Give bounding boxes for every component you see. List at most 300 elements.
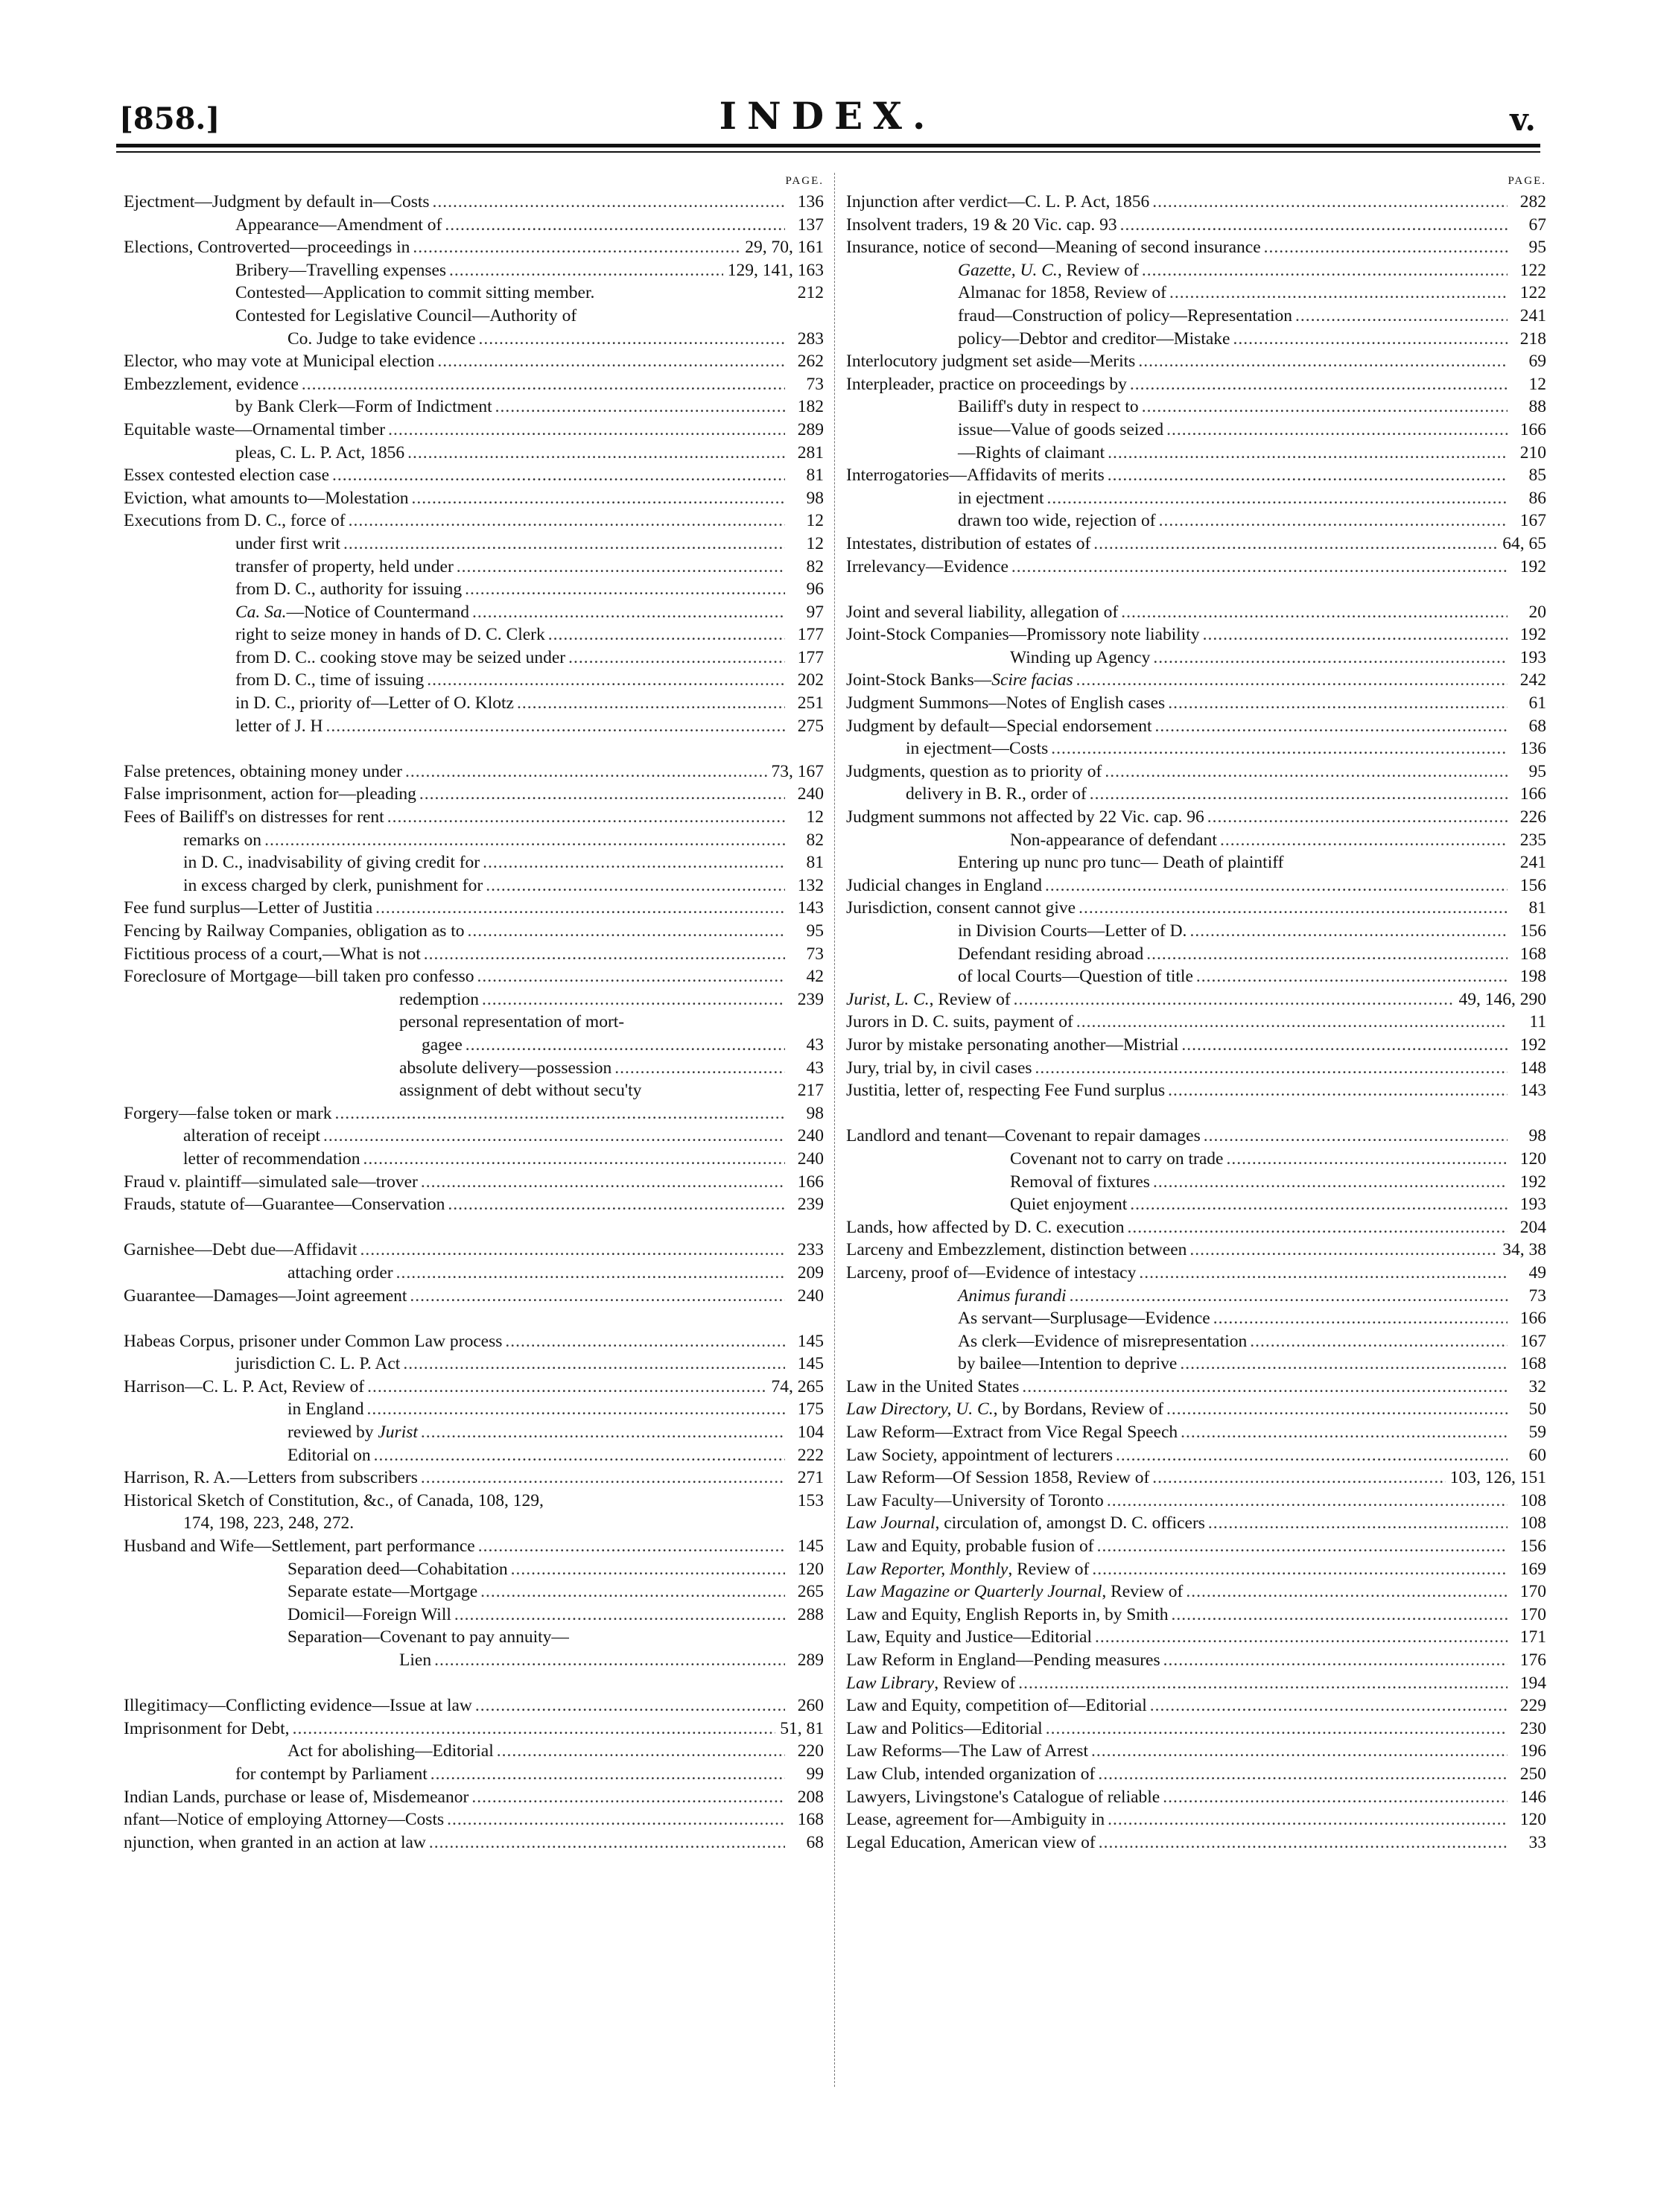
entry-page: 204 — [1519, 1217, 1546, 1237]
leader-dots — [1153, 646, 1508, 670]
entry-page: 99 — [806, 1764, 824, 1784]
index-entry — [124, 373, 824, 396]
leader-dots — [1018, 1672, 1508, 1695]
index-entry — [846, 1421, 1546, 1444]
index-entry — [846, 1580, 1546, 1604]
entry-page: 12 — [806, 533, 824, 553]
entry-text: Appearance—Amendment of — [235, 214, 442, 235]
entry-text: Quiet enjoyment — [1010, 1195, 1128, 1215]
entry-text: Fictitious process of a court,—What is not — [124, 944, 421, 964]
leader-dots — [388, 419, 785, 442]
index-entry — [124, 282, 824, 305]
page-column-label: PAGE. — [785, 175, 824, 187]
index-entry — [124, 1466, 824, 1490]
entry-page: 212 — [797, 283, 824, 303]
leader-dots — [1035, 1057, 1508, 1080]
entry-page: 97 — [806, 602, 824, 622]
entry-text: Equitable waste—Ornamental timber — [124, 419, 386, 439]
entry-text: Embezzlement, evidence — [124, 374, 299, 394]
index-entry — [124, 1079, 824, 1102]
entry-text: Harrison—C. L. P. Act, Review of — [124, 1376, 365, 1396]
entry-page: 120 — [1519, 1810, 1546, 1830]
leader-dots — [1099, 1831, 1508, 1855]
entry-page: 148 — [1519, 1058, 1546, 1078]
entry-page: 73 — [806, 944, 824, 964]
index-entry — [124, 487, 824, 510]
leader-dots — [1181, 1421, 1508, 1444]
entry-text: fraud—Construction of policy—Representation — [958, 305, 1293, 325]
index-entry — [846, 236, 1546, 259]
leader-dots — [366, 1398, 785, 1421]
index-entry — [124, 1353, 824, 1376]
leader-dots — [1047, 487, 1508, 510]
leader-dots — [497, 1740, 785, 1763]
entry-text: Law Club, intended organization of — [846, 1764, 1096, 1784]
index-entry — [124, 442, 824, 465]
index-entry — [846, 556, 1546, 579]
entry-page: 49, 146, 290 — [1458, 989, 1546, 1009]
entry-page: 222 — [797, 1445, 824, 1465]
leader-dots — [1208, 1512, 1508, 1535]
entry-text: Foreclosure of Mortgage—bill taken pro confesso — [124, 967, 474, 987]
leader-dots — [1152, 1466, 1445, 1490]
entry-text: for contempt by Parliament — [235, 1764, 428, 1784]
blank-line — [124, 737, 824, 760]
entry-page: 82 — [806, 556, 824, 576]
entry-page: 73 — [806, 374, 824, 394]
entry-text: As servant—Surplusage—Evidence — [958, 1309, 1210, 1329]
leader-dots — [447, 1808, 785, 1831]
index-entry — [124, 1808, 824, 1831]
entry-text: Ca. Sa.—Notice of Countermand — [235, 602, 469, 622]
leader-dots — [1076, 669, 1508, 692]
index-entry — [124, 1740, 824, 1763]
entry-text: Harrison, R. A.—Letters from subscribers — [124, 1468, 418, 1488]
index-entry — [124, 1580, 824, 1604]
index-entry — [846, 669, 1546, 692]
index-entry — [124, 1694, 824, 1717]
entry-page: 177 — [797, 647, 824, 667]
index-entry — [846, 1694, 1546, 1717]
leader-dots — [1121, 601, 1508, 624]
index-entry — [846, 1626, 1546, 1649]
leader-dots — [1070, 1285, 1508, 1308]
leader-dots — [1220, 829, 1508, 852]
entry-page: 34, 38 — [1502, 1240, 1546, 1260]
leader-dots — [465, 578, 785, 601]
entry-text: Judgment Summons—Notes of English cases — [846, 693, 1166, 714]
index-entry — [846, 373, 1546, 396]
entry-text: Forgery—false token or mark — [124, 1103, 332, 1123]
index-entry — [846, 829, 1546, 852]
leader-dots — [1233, 328, 1508, 351]
index-entry — [124, 1171, 824, 1194]
entry-page: 226 — [1519, 807, 1546, 827]
entry-page: 170 — [1519, 1604, 1546, 1624]
leader-dots — [1150, 1694, 1508, 1717]
entry-page: 69 — [1528, 352, 1546, 372]
entry-page: 156 — [1519, 875, 1546, 895]
entry-text: Essex contested election case — [124, 465, 330, 486]
entry-page: 170 — [1519, 1582, 1546, 1602]
leader-dots — [1046, 1717, 1508, 1741]
leader-dots — [482, 988, 785, 1011]
index-entry — [846, 806, 1546, 829]
entry-page: 166 — [1519, 419, 1546, 439]
entry-page: 82 — [806, 830, 824, 850]
index-entry — [846, 1717, 1546, 1741]
entry-text: letter of recommendation — [183, 1148, 360, 1169]
index-entry — [846, 259, 1546, 282]
entry-text: Insurance, notice of second—Meaning of second insurance — [846, 238, 1261, 258]
entry-text: Bailiff's duty in respect to — [958, 397, 1139, 417]
entry-page: 12 — [806, 511, 824, 531]
index-entry — [846, 509, 1546, 533]
leader-dots — [1250, 1330, 1508, 1353]
entry-text: Entering up nunc pro tunc— Death of plaintiff — [958, 853, 1284, 873]
entry-text: Historical Sketch of Constitution, &c., of Canada, 108, 129, — [124, 1490, 544, 1510]
leader-dots — [1093, 533, 1498, 556]
entry-page: 235 — [1519, 830, 1546, 850]
entry-text: False pretences, obtaining money under — [124, 761, 402, 781]
entry-text: Winding up Agency — [1010, 647, 1151, 667]
entry-text: Joint and several liability, allegation of — [846, 602, 1119, 622]
header-rule-thin — [116, 151, 1540, 153]
entry-text: Jurisdiction, consent cannot give — [846, 898, 1076, 918]
entry-page: 67 — [1528, 214, 1546, 235]
entry-text: in excess charged by clerk, punishment for — [183, 875, 483, 895]
entry-text: Jury, trial by, in civil cases — [846, 1058, 1032, 1078]
entry-text: Law, Equity and Justice—Editorial — [846, 1627, 1093, 1647]
leader-dots — [1169, 282, 1508, 305]
index-entry — [124, 829, 824, 852]
leader-dots — [1142, 259, 1508, 282]
entry-page: 145 — [797, 1536, 824, 1557]
leader-dots — [1207, 806, 1508, 829]
entry-text: Judgments, question as to priority of — [846, 761, 1102, 781]
page-title: INDEX. — [719, 94, 936, 138]
index-entry — [124, 1330, 824, 1353]
leader-dots — [387, 806, 785, 829]
leader-dots — [1168, 1079, 1508, 1102]
page-header — [0, 94, 1655, 146]
index-entry — [846, 715, 1546, 738]
leader-dots — [424, 943, 785, 966]
entry-page: 250 — [1519, 1764, 1546, 1784]
entry-page: 156 — [1519, 921, 1546, 941]
leader-dots — [1226, 1148, 1508, 1171]
leader-dots — [1090, 783, 1508, 806]
index-entry — [846, 1604, 1546, 1627]
entry-text: Law Reforms—The Law of Arrest — [846, 1741, 1088, 1761]
leader-dots — [1014, 988, 1455, 1011]
entry-page: 166 — [797, 1172, 824, 1192]
entry-page: 289 — [797, 1650, 824, 1670]
leader-dots — [1045, 874, 1508, 897]
entry-page: 175 — [797, 1399, 824, 1420]
entry-text: reviewed by Jurist — [288, 1423, 418, 1443]
leader-dots — [1130, 1193, 1508, 1216]
entry-page: 32 — [1528, 1376, 1546, 1396]
entry-text: from D. C.. cooking stove may be seized under — [235, 647, 566, 667]
index-entry — [124, 1604, 824, 1627]
entry-page: 194 — [1519, 1673, 1546, 1693]
leader-dots — [1181, 1034, 1508, 1057]
leader-dots — [1168, 692, 1508, 715]
leader-dots — [1159, 509, 1508, 533]
header-year: [858.] — [119, 101, 220, 136]
entry-page: 281 — [797, 442, 824, 463]
entry-text: Law Magazine or Quarterly Journal, Review of — [846, 1582, 1184, 1602]
entry-page: 229 — [1519, 1696, 1546, 1716]
entry-text: Larceny, proof of—Evidence of intestacy — [846, 1262, 1137, 1283]
index-entry — [124, 1102, 824, 1125]
index-entry — [846, 1466, 1546, 1490]
leader-dots — [614, 1057, 785, 1080]
entry-page: 86 — [1528, 488, 1546, 508]
leader-dots — [1130, 373, 1508, 396]
entry-text: Contested for Legislative Council—Authority of — [235, 305, 577, 325]
index-entry — [846, 1148, 1546, 1171]
entry-page: 129, 141, 163 — [727, 260, 824, 280]
entry-text: Jurors in D. C. suits, payment of — [846, 1012, 1073, 1032]
entry-text: Interrogatories—Affidavits of merits — [846, 465, 1105, 486]
leader-dots — [568, 646, 785, 670]
leader-dots — [1189, 1239, 1498, 1262]
page-column-label: PAGE. — [1508, 175, 1546, 187]
entry-page: 192 — [1519, 1172, 1546, 1192]
entry-text: Juror by mistake personating another—Mistrial — [846, 1035, 1179, 1055]
leader-dots — [335, 1102, 785, 1125]
entry-text: Law and Equity, English Reports in, by Smith — [846, 1604, 1169, 1624]
entry-text: Separation deed—Cohabitation — [288, 1559, 508, 1579]
entry-page: 74, 265 — [771, 1376, 824, 1396]
entry-text: Judgment summons not affected by 22 Vic. cap. 96 — [846, 807, 1204, 827]
entry-text: Justitia, letter of, respecting Fee Fund surplus — [846, 1081, 1166, 1101]
entry-text: jurisdiction C. L. P. Act — [235, 1354, 401, 1374]
leader-dots — [1180, 1353, 1508, 1376]
entry-text: Elector, who may vote at Municipal election — [124, 352, 435, 372]
entry-text: Imprisonment for Debt, — [124, 1718, 290, 1738]
index-entry — [124, 692, 824, 715]
header-rule-thick — [116, 144, 1540, 147]
entry-text: Intestates, distribution of estates of — [846, 533, 1091, 553]
entry-page: 167 — [1519, 511, 1546, 531]
entry-page: 168 — [1519, 1354, 1546, 1374]
entry-page: 220 — [797, 1741, 824, 1761]
entry-text: Covenant not to carry on trade — [1010, 1148, 1224, 1169]
leader-dots — [396, 1262, 785, 1285]
index-entry — [124, 533, 824, 556]
leader-dots — [1203, 623, 1508, 646]
index-entry — [846, 487, 1546, 510]
entry-text: Indian Lands, purchase or lease of, Misdemeanor — [124, 1787, 469, 1807]
entry-text: by Bank Clerk—Form of Indictment — [235, 397, 492, 417]
entry-text: False imprisonment, action for—pleading — [124, 784, 416, 804]
column-divider — [834, 173, 836, 2087]
leader-dots — [1076, 1011, 1508, 1034]
index-entry — [124, 1421, 824, 1444]
leader-dots — [429, 1831, 785, 1855]
entry-text: Husband and Wife—Settlement, part performance — [124, 1536, 475, 1557]
entry-text: Joint-Stock Banks—Scire facias — [846, 670, 1073, 690]
entry-page: 171 — [1519, 1627, 1546, 1647]
index-entry — [124, 1512, 824, 1535]
leader-dots — [1108, 464, 1508, 487]
entry-page: 73 — [1528, 1285, 1546, 1306]
leader-dots — [349, 509, 785, 533]
index-entry — [846, 623, 1546, 646]
leader-dots — [403, 1353, 785, 1376]
leader-dots — [1204, 1125, 1508, 1148]
entry-page: 81 — [806, 853, 824, 873]
entry-text: alteration of receipt — [183, 1126, 320, 1146]
index-entry — [124, 988, 824, 1011]
index-entry — [846, 1398, 1546, 1421]
index-entry — [846, 1011, 1546, 1034]
leader-dots — [375, 897, 785, 920]
entry-page: 153 — [797, 1490, 824, 1510]
index-entry — [124, 1786, 824, 1809]
entry-text: Act for abolishing—Editorial — [288, 1741, 494, 1761]
entry-page: 145 — [797, 1354, 824, 1374]
entry-page: 98 — [806, 1103, 824, 1123]
index-entry — [846, 737, 1546, 760]
index-entry — [124, 601, 824, 624]
entry-page: 177 — [797, 625, 824, 645]
index-column-left — [124, 171, 824, 1854]
leader-dots — [1011, 556, 1508, 579]
index-entry — [124, 1125, 824, 1148]
index-entry — [124, 214, 824, 237]
index-entry — [124, 1262, 824, 1285]
leader-dots — [1120, 214, 1508, 237]
index-entry — [846, 1535, 1546, 1558]
index-entry — [124, 556, 824, 579]
entry-page: 43 — [806, 1058, 824, 1078]
leader-dots — [477, 965, 785, 988]
entry-text: Separation—Covenant to pay annuity— — [288, 1627, 569, 1647]
entry-page: 233 — [797, 1240, 824, 1260]
entry-text: in D. C., priority of—Letter of O. Klotz — [235, 693, 514, 714]
index-entry — [124, 897, 824, 920]
entry-page: 51, 81 — [780, 1718, 824, 1738]
leader-dots — [1186, 1580, 1508, 1604]
entry-page: 137 — [797, 214, 824, 235]
entry-page: 240 — [797, 1126, 824, 1146]
entry-text: Judicial changes in England — [846, 875, 1042, 895]
entry-page: 166 — [1519, 1309, 1546, 1329]
entry-text: absolute delivery—possession — [399, 1058, 612, 1078]
entry-page: 210 — [1519, 442, 1546, 463]
entry-page: 192 — [1519, 556, 1546, 576]
entry-page: 240 — [797, 1285, 824, 1306]
index-entry — [124, 191, 824, 214]
entry-text: in ejectment — [958, 488, 1044, 508]
entry-page: 198 — [1519, 967, 1546, 987]
entry-text: pleas, C. L. P. Act, 1856 — [235, 442, 405, 463]
entry-text: by bailee—Intention to deprive — [958, 1354, 1178, 1374]
entry-text: from D. C., authority for issuing — [235, 579, 463, 600]
entry-page: 98 — [1528, 1126, 1546, 1146]
entry-page: 103, 126, 151 — [1449, 1468, 1546, 1488]
entry-text: Frauds, statute of—Guarantee—Conservation — [124, 1195, 445, 1215]
entry-text: Law Reform in England—Pending measures — [846, 1650, 1160, 1670]
entry-page: 20 — [1528, 602, 1546, 622]
index-entry — [846, 1307, 1546, 1330]
leader-dots — [1213, 1307, 1508, 1330]
entry-text: Gazette, U. C., Review of — [958, 260, 1139, 280]
index-entry — [124, 1490, 824, 1513]
index-entry — [846, 692, 1546, 715]
page-numeral: v. — [1510, 101, 1536, 138]
index-entry — [846, 533, 1546, 556]
entry-page: 64, 65 — [1502, 533, 1546, 553]
entry-page: 12 — [1528, 374, 1546, 394]
entry-page: 230 — [1519, 1718, 1546, 1738]
leader-dots — [1108, 1808, 1508, 1831]
leader-dots — [1166, 419, 1508, 442]
entry-text: Lawyers, Livingstone's Catalogue of reliable — [846, 1787, 1160, 1807]
index-entry — [124, 1831, 824, 1855]
index-entry — [124, 328, 824, 351]
leader-dots — [1051, 737, 1508, 760]
entry-text: Law and Politics—Editorial — [846, 1718, 1043, 1738]
leader-dots — [1196, 965, 1508, 988]
blank-line — [124, 1672, 824, 1695]
index-entry — [846, 1285, 1546, 1308]
index-entry — [846, 988, 1546, 1011]
leader-dots — [1108, 442, 1508, 465]
blank-line — [846, 578, 1546, 601]
entry-text: 174, 198, 223, 248, 272. — [183, 1513, 355, 1534]
entry-text: Bribery—Travelling expenses — [235, 260, 447, 280]
index-entry — [846, 350, 1546, 373]
leader-dots — [479, 328, 785, 351]
entry-text: Law Reporter, Monthly, Review of — [846, 1559, 1090, 1579]
entry-page: 271 — [797, 1468, 824, 1488]
entry-text: Law Reform—Extract from Vice Regal Speech — [846, 1423, 1178, 1443]
entry-page: 12 — [806, 807, 824, 827]
leader-dots — [483, 851, 785, 874]
index-entry — [846, 1193, 1546, 1216]
index-entry — [124, 1376, 824, 1399]
entry-page: 95 — [1528, 761, 1546, 781]
entry-text: Law Society, appointment of lecturers — [846, 1445, 1114, 1465]
leader-dots — [475, 1694, 785, 1717]
leader-dots — [454, 1604, 785, 1627]
leader-dots — [472, 601, 785, 624]
entry-page: 50 — [1528, 1399, 1546, 1420]
index-entry — [846, 328, 1546, 351]
entry-page: 88 — [1528, 397, 1546, 417]
leader-dots — [360, 1239, 785, 1262]
entry-text: Illegitimacy—Conflicting evidence—Issue at law — [124, 1696, 472, 1716]
index-entry — [846, 442, 1546, 465]
leader-dots — [1105, 760, 1508, 784]
entry-page: 192 — [1519, 625, 1546, 645]
entry-page: 168 — [1519, 944, 1546, 964]
index-entry — [846, 1808, 1546, 1831]
leader-dots — [478, 1535, 785, 1558]
leader-dots — [505, 1330, 785, 1353]
entry-text: Law Faculty—University of Toronto — [846, 1490, 1104, 1510]
index-entry — [124, 1444, 824, 1467]
entry-page: 11 — [1529, 1012, 1546, 1032]
leader-dots — [480, 1580, 785, 1604]
index-entry — [846, 191, 1546, 214]
index-entry — [846, 1831, 1546, 1855]
